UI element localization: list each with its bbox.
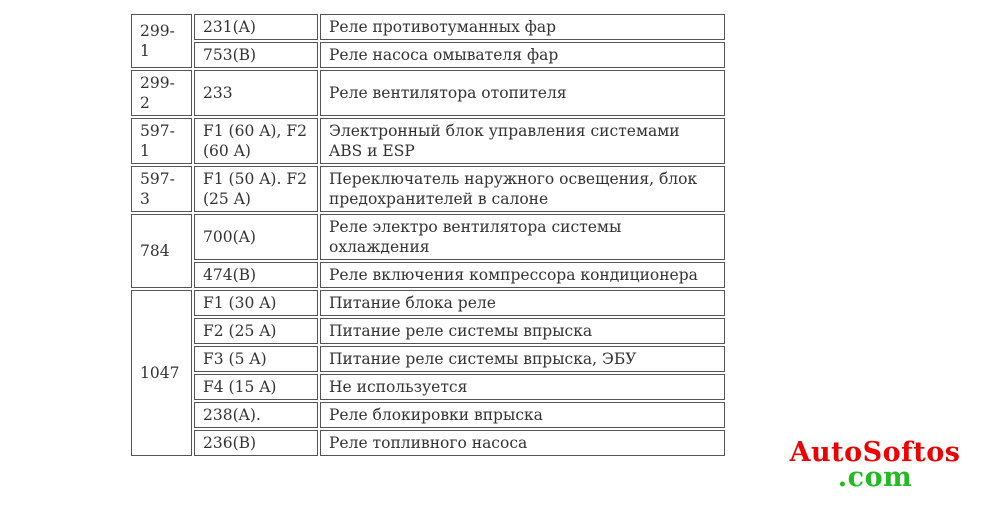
table-row [131, 290, 725, 316]
table-row [131, 42, 725, 68]
description-cell: Реле блокировки впрыска [320, 402, 725, 428]
fuse-cell: F4 (15 A) [194, 374, 318, 400]
description-cell: Реле противотуманных фар [320, 14, 725, 40]
relay-id-cell: 299-2 [131, 70, 192, 116]
relay-table [129, 12, 727, 458]
description-cell: Питание блока реле [320, 290, 725, 316]
fuse-cell: F1 (60 A), F2 (60 A) [194, 118, 318, 164]
table-row [131, 402, 725, 428]
table-row [131, 430, 725, 456]
description-cell: Реле топливного насоса [320, 430, 725, 456]
fuse-cell: 474(B) [194, 262, 318, 288]
table-row [131, 166, 725, 212]
table-row [131, 262, 725, 288]
description-cell: Переключатель наружного освещения, блок предохранителей в салоне [320, 166, 725, 212]
watermark-brand: AutoSoftos [789, 437, 961, 468]
table-row [131, 14, 725, 40]
table-row [131, 214, 725, 260]
relay-id-cell: 597-3 [131, 166, 192, 212]
description-cell: Реле электро вентилятора системы охлаждения [320, 214, 725, 260]
table-row [131, 118, 725, 164]
fuse-cell: 233 [194, 70, 318, 116]
fuse-cell: F1 (30 A) [194, 290, 318, 316]
description-cell: Реле включения компрессора кондиционера [320, 262, 725, 288]
description-cell: Не используется [320, 374, 725, 400]
table-row [131, 70, 725, 116]
fuse-cell: F3 (5 A) [194, 346, 318, 372]
description-cell: Реле вентилятора отопителя [320, 70, 725, 116]
fuse-cell: 753(B) [194, 42, 318, 68]
relay-id-cell: 784 [131, 214, 192, 288]
fuse-cell: 238(A). [194, 402, 318, 428]
fuse-cell: F1 (50 A). F2 (25 A) [194, 166, 318, 212]
relay-id-cell: 1047 [131, 290, 192, 456]
description-cell: Реле насоса омывателя фар [320, 42, 725, 68]
description-cell: Питание реле системы впрыска [320, 318, 725, 344]
fuse-cell: 231(A) [194, 14, 318, 40]
relay-id-cell: 299-1 [131, 14, 192, 68]
description-cell: Электронный блок управления системами ABS и ESP [320, 118, 725, 164]
watermark-domain: .com [837, 462, 913, 493]
fuse-cell: 236(B) [194, 430, 318, 456]
fuse-cell: F2 (25 A) [194, 318, 318, 344]
table-row [131, 346, 725, 372]
watermark-logo [780, 437, 970, 493]
relay-id-cell: 597-1 [131, 118, 192, 164]
table-row [131, 374, 725, 400]
description-cell: Питание реле системы впрыска, ЭБУ [320, 346, 725, 372]
fuse-cell: 700(A) [194, 214, 318, 260]
table-row [131, 318, 725, 344]
